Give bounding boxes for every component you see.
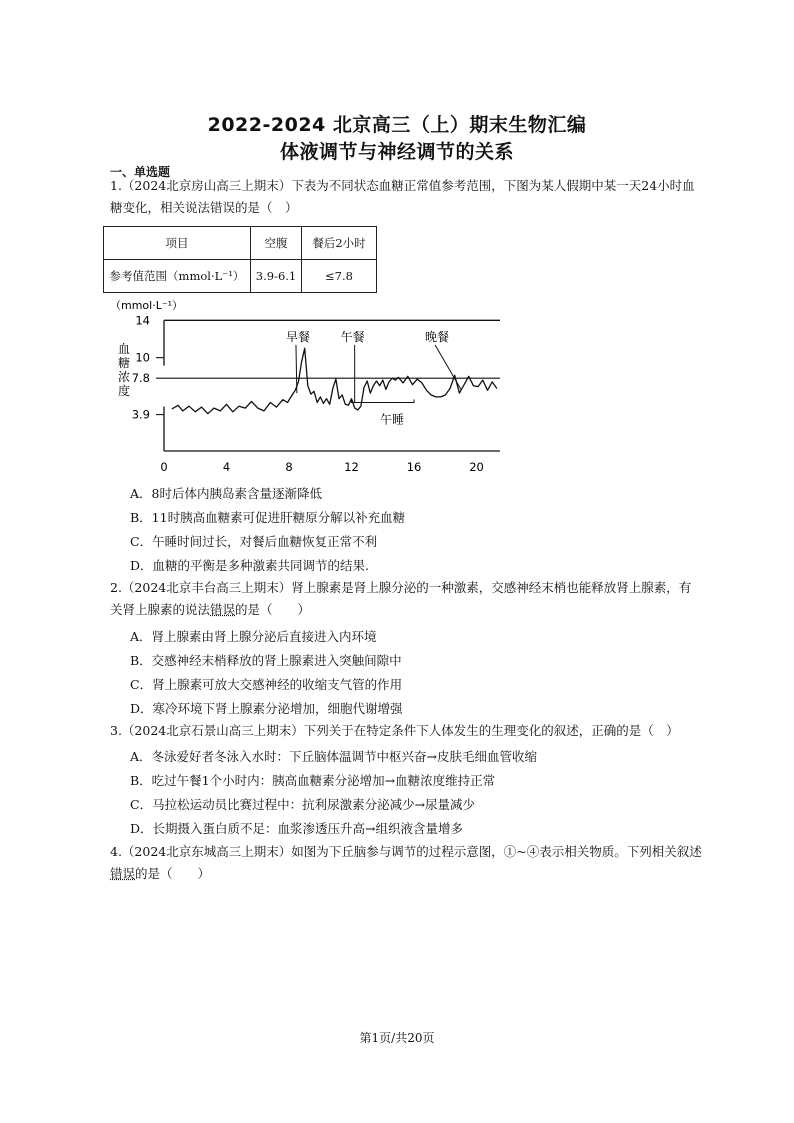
x-tick-label: 12: [344, 460, 359, 474]
y-tick-label: 10: [135, 350, 150, 365]
x-tick-label: 4: [222, 460, 231, 474]
document-subtitle: 体液调节与神经调节的关系: [279, 141, 514, 163]
q3-option-a: A．冬泳爱好者冬泳入水时：下丘脑体温调节中枢兴奋→皮肤毛细血管收缩: [130, 749, 538, 764]
q4-stem-line2: [110, 865, 210, 883]
q2-stem-line1: 2.（2024北京丰台高三上期末）肾上腺素是肾上腺分泌的一种激素，交感神经末梢也能释放肾上腺素，有: [110, 580, 692, 595]
nap-bracket: [352, 399, 415, 402]
table-header-item: 项目: [104, 227, 251, 260]
y-axis-label-char-1: 血: [118, 342, 131, 356]
document-title: 2022-2024 北京高三（上）期末生物汇编: [207, 114, 587, 136]
nap-annotation-label: 午睡: [380, 412, 405, 427]
table-cell-postmeal-value: ≤7.8: [302, 260, 377, 293]
y-axis-label-char-4: 度: [118, 384, 131, 398]
y-tick-label: 7.8: [131, 371, 150, 386]
q3-option-c: C．马拉松运动员比赛过程中：抗利尿激素分泌减少→尿量减少: [130, 797, 476, 812]
q4-stem-line1: 4.（2024北京东城高三上期末）如图为下丘脑参与调节的过程示意图，①~④表示相关物质。下列相关叙述: [110, 844, 702, 859]
q2-stem-line2: [110, 601, 310, 619]
y-axis-label-char-3: 浓: [118, 370, 131, 384]
x-tick-label: 20: [469, 460, 484, 474]
x-tick-label: 16: [406, 460, 422, 474]
meal-pointer-line: [435, 345, 461, 390]
q2-emphasis-wrong: 错误: [210, 602, 236, 617]
q1-option-d: D．血糖的平衡是多种激素共同调节的结果.: [130, 558, 369, 573]
q1-option-b: B．11时胰高血糖素可促进肝糖原分解以补充血糖: [130, 510, 406, 525]
q3-option-b: B．吃过午餐1个小时内：胰高血糖素分泌增加→血糖浓度维持正常: [130, 773, 496, 788]
q1-stem-line2: 糖变化，相关说法错误的是（ ）: [110, 200, 298, 215]
table-cell-range-label: 参考值范围（mmol·L⁻¹）: [104, 260, 251, 293]
y-tick-label: 3.9: [131, 407, 150, 422]
x-tick-label: 8: [285, 460, 293, 474]
q2-option-c: C．肾上腺素可放大交感神经的收缩支气管的作用: [130, 677, 403, 692]
blood-glucose-chart: [100, 295, 520, 480]
y-tick-label: 14: [135, 313, 150, 328]
meal-pointer-line: [296, 345, 297, 393]
q1-option-c: C．午睡时间过长，对餐后血糖恢复正常不利: [130, 534, 378, 549]
meal-annotation-label: 早餐: [285, 329, 310, 344]
q2-stem-line2-part3: 的是（ ）: [235, 602, 311, 617]
page-number: 第1页/共20页: [359, 1031, 435, 1045]
meal-annotation-label: 晚餐: [425, 329, 450, 344]
q2-option-b: B．交感神经末梢释放的肾上腺素进入突触间隙中: [130, 653, 402, 668]
glucose-series-line: [172, 348, 497, 413]
x-tick-label: 0: [160, 460, 168, 474]
q4-stem-line2-part2: 的是（ ）: [135, 866, 211, 881]
q3-option-d: D．长期摄入蛋白质不足：血浆渗透压升高→组织液含量增多: [130, 821, 463, 836]
q1-option-a: A．8时后体内胰岛素含量逐渐降低: [130, 486, 322, 501]
section-heading: 一、单选题: [110, 165, 171, 179]
q4-emphasis-wrong: 错误: [110, 866, 136, 881]
meal-annotation-label: 午餐: [340, 329, 365, 344]
q1-stem-line1: 1.（2024北京房山高三上期末）下表为不同状态血糖正常值参考范围，下图为某人假期中某一天24小时血: [110, 178, 695, 193]
table-cell-fasting-value: 3.9-6.1: [251, 260, 302, 293]
table-header-postmeal: 餐后2小时: [302, 227, 377, 260]
q2-stem-line2-part1: 关肾上腺素的说法: [110, 602, 211, 617]
table-header-fasting: 空腹: [251, 227, 302, 260]
y-axis-label-char-2: 糖: [118, 356, 131, 370]
q3-stem-line1: 3.（2024北京石景山高三上期末）下列关于在特定条件下人体发生的生理变化的叙述，正确的是（ ）: [110, 723, 679, 738]
chart-unit-label: （mmol·L⁻¹）: [110, 299, 184, 312]
q2-option-d: D．寒冷环境下肾上腺素分泌增加，细胞代谢增强: [130, 701, 403, 716]
reference-range-table: [103, 226, 377, 293]
q2-option-a: A．肾上腺素由肾上腺分泌后直接进入内环境: [130, 629, 377, 644]
